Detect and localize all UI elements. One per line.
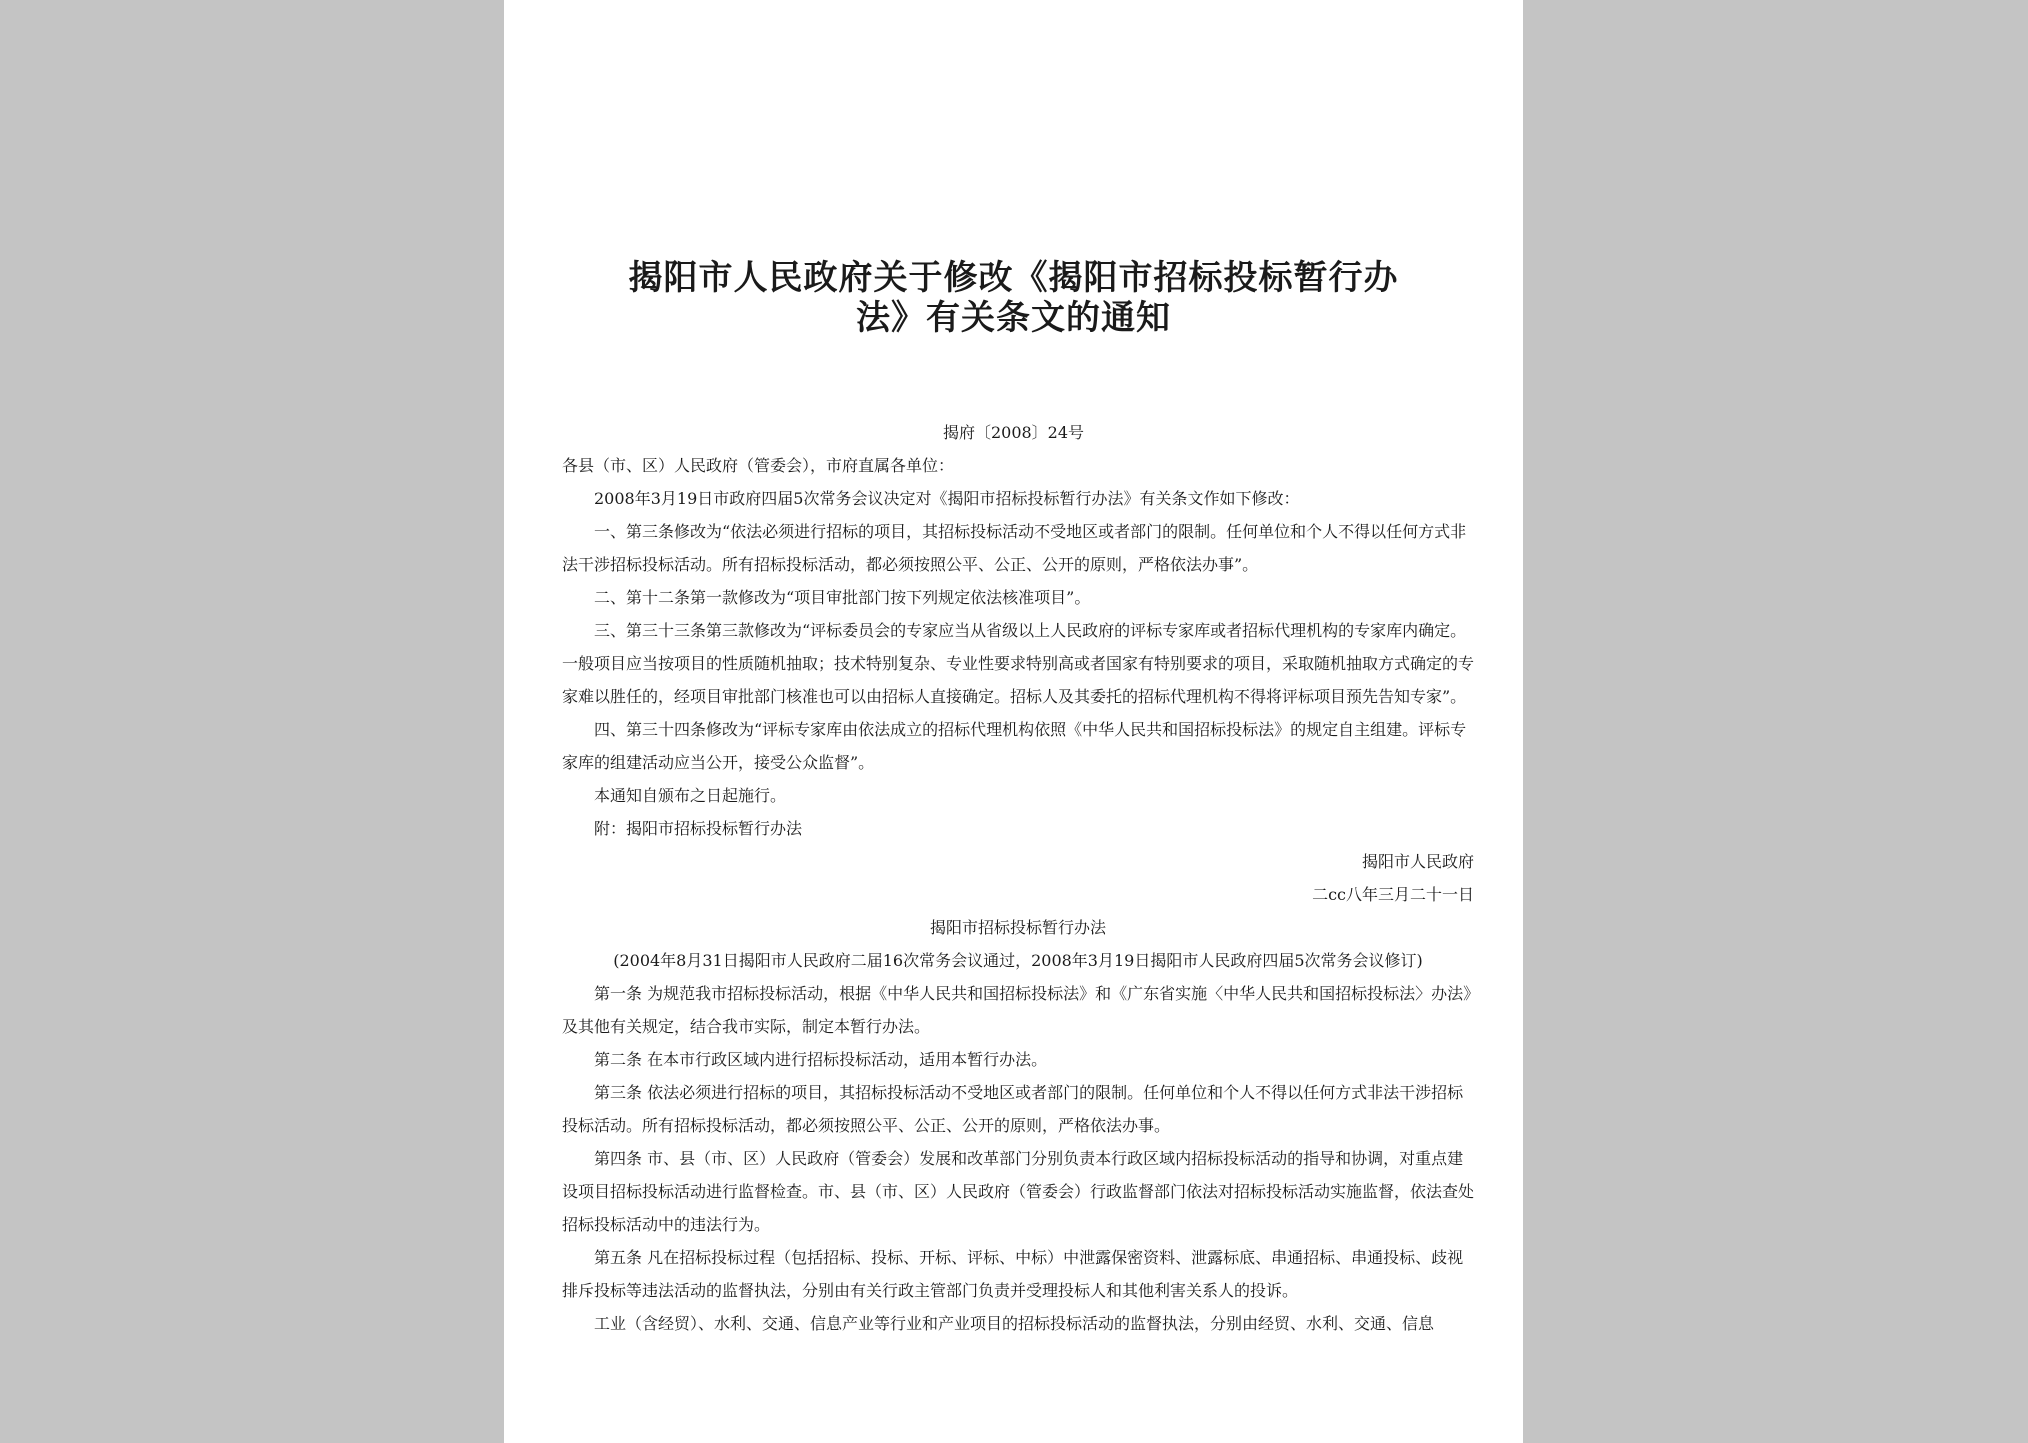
paragraph-attachment: 附：揭阳市招标投标暂行办法	[594, 819, 803, 838]
paragraph-amendment-1: 一、第三条修改为“依法必须进行招标的项目，其招标投标活动不受地区或者部门的限制。任何单位和个人不得以任何方式非法干涉招标投标活动。所有招标投标活动，都必须按照公平、公正、公开的原则，严格依法办事”。	[562, 522, 1467, 574]
attachment-note: (2004年8月31日揭阳市人民政府二届16次常务会议通过，2008年3月19日揭阳市人民政府四届5次常务会议修订)	[613, 951, 1423, 970]
document-body	[562, 449, 1474, 1340]
paragraph-effective: 本通知自颁布之日起施行。	[594, 786, 787, 805]
attachment-title: 揭阳市招标投标暂行办法	[929, 918, 1106, 937]
title-line-2: 法》有关条文的通知	[856, 298, 1171, 338]
title-line-1: 揭阳市人民政府关于修改《揭阳市招标投标暂行办	[628, 258, 1399, 298]
signature-date: 二cc八年三月二十一日	[1312, 885, 1474, 904]
paragraph-amendment-4: 四、第三十四条修改为“评标专家库由依法成立的招标代理机构依照《中华人民共和国招标投标法》的规定自主组建。评标专家库的组建活动应当公开，接受公众监督”。	[562, 720, 1467, 772]
document-page	[504, 0, 1523, 1443]
document-number: 揭府〔2008〕24号	[942, 423, 1085, 442]
article-5-continued: 工业（含经贸）、水利、交通、信息产业等行业和产业项目的招标投标活动的监督执法，分别由经贸、水利、交通、信息	[594, 1314, 1435, 1333]
salutation: 各县（市、区）人民政府（管委会），市府直属各单位：	[562, 456, 955, 475]
article-1: 第一条 为规范我市招标投标活动，根据《中华人民共和国招标投标法》和《广东省实施〈中华人民共和国招标投标法〉办法》及其他有关规定，结合我市实际，制定本暂行办法。	[562, 984, 1472, 1036]
document-title	[504, 258, 1523, 338]
article-4: 第四条 市、县（市、区）人民政府（管委会）发展和改革部门分别负责本行政区域内招标投标活动的指导和协调，对重点建设项目招标投标活动进行监督检查。市、县（市、区）人民政府（管委会）行政监督部门依法对招标投标活动实施监督，依法查处招标投标活动中的违法行为。	[562, 1149, 1475, 1234]
paragraph-amendment-3: 三、第三十三条第三款修改为“评标委员会的专家应当从省级以上人民政府的评标专家库或者招标代理机构的专家库内确定。一般项目应当按项目的性质随机抽取；技术特别复杂、专业性要求特别高或者国家有特别要求的项目，采取随机抽取方式确定的专家难以胜任的，经项目审批部门核准也可以由招标人直接确定。招标人及其委托的招标代理机构不得将评标项目预先告知专家”。	[562, 621, 1475, 706]
signature: 揭阳市人民政府	[1361, 852, 1474, 871]
paragraph-amendment-2: 二、第十二条第一款修改为“项目审批部门按下列规定依法核准项目”。	[594, 588, 1091, 607]
article-2: 第二条 在本市行政区域内进行招标投标活动，适用本暂行办法。	[594, 1050, 1048, 1069]
article-3: 第三条 依法必须进行招标的项目，其招标投标活动不受地区或者部门的限制。任何单位和个人不得以任何方式非法干涉招标投标活动。所有招标投标活动，都必须按照公平、公正、公开的原则，严格依法办事。	[562, 1083, 1464, 1135]
paragraph-intro: 2008年3月19日市政府四届5次常务会议决定对《揭阳市招标投标暂行办法》有关条文作如下修改：	[594, 489, 1300, 508]
article-5: 第五条 凡在招标投标过程（包括招标、投标、开标、评标、中标）中泄露保密资料、泄露标底、串通招标、串通投标、歧视排斥投标等违法活动的监督执法，分别由有关行政主管部门负责并受理投标人和其他利害关系人的投诉。	[562, 1248, 1464, 1300]
